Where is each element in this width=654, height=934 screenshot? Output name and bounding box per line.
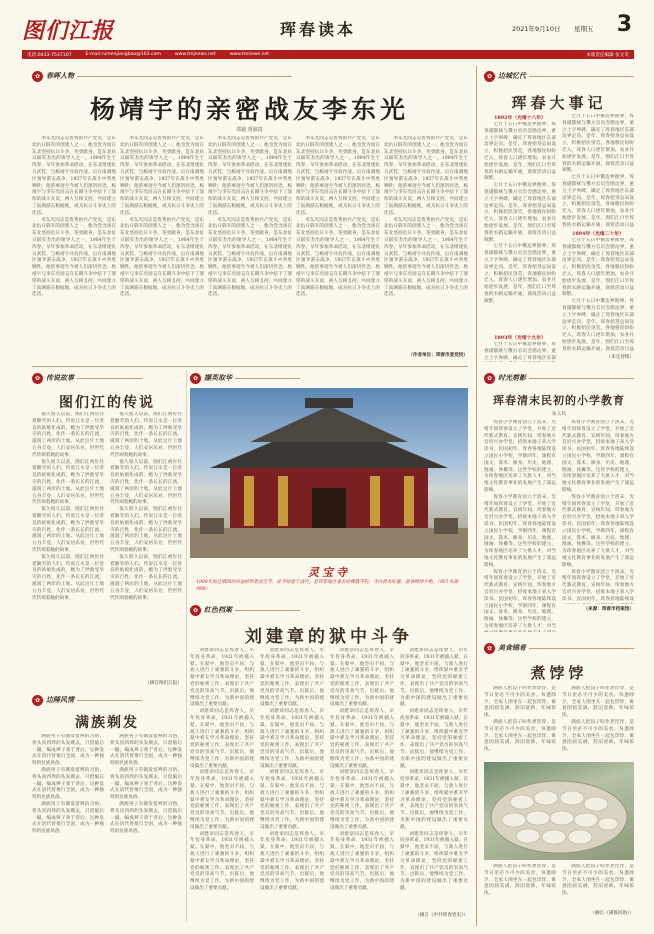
website-2[interactable]: www.tmnews.net: [229, 52, 270, 57]
flower-icon: ✿: [32, 71, 43, 82]
right-column-divider: [476, 66, 477, 926]
lead-col-4: 李东光同志是优秀的共产党员，是东北抗日联军的创建人之一，他为党为国在东北坚持抗日斗争，英勇献身，是东北抗日联军杰出的领导人之一。1904年生于珲春，早年参加革命活动，在东北组建抗日武装，与杨靖宇并肩作战，后在南满地区领导游击战争，1937年在战斗中英勇牺牲。他的事迹至今被人们深切怀念。杨靖宇与李东光同志在长期斗争中结下了深厚的战斗友谊，两人互相支持，共同建立了南满游击根据地，成为抗日斗争史上的佳话。 李东光同志是优秀的共产党员，是东北抗日联军的创建人之一，他为党为国在东北坚持抗日斗争，英勇献身，是东北抗日联军杰出的领导人之一。1904年生于珲春，早年参加革命活动，在东北组建抗日武装，与杨靖宇并肩作战，后在南满地区领导游击战争，1937年在战斗中英勇牺牲。他的事迹至今被人们深切怀念。杨靖宇与李东光同志在长期斗争中结下了深厚的战斗友谊，两人互相支持，共同建立了南满游击根据地，成为抗日斗争史上的佳话。: [296, 136, 380, 298]
legend-note: （摘自图们江报）: [145, 681, 182, 686]
school-title: 珲春清末民初的小学教育: [493, 394, 625, 407]
legend-col-2: 很久很久以前，图们江两岸住着勤劳的人们。传说江水是一位善良的姑娘化成的，她为了拯救受旱灾的百姓，化作一条长长的江流，滋润了两岸的土地。从此这片土地五谷丰登，人们安居乐业，世世代代传颂着她的故事。 很久很久以前，图们江两岸住着勤劳的人们。传说江水是一位善良的姑娘化成的，她为了拯救受旱灾的百姓，化作一条长长的江流，滋润了两岸的土地。从此这片土地五谷丰登，人们安居乐业，世世代代传颂着她的故事。 很久很久以前，图们江两岸住着勤劳的人们。传说江水是一位善良的姑娘化成的，她为了拯救受旱灾的百姓，化作一条长长的江流，滋润了两岸的土地。从此这片土地五谷丰登，人们安居乐业，世世代代传颂着她的故事。 很久很久以前，图们江两岸住着勤劳的人们。传说江水是一位善良的姑娘化成的，她为了拯救受旱灾的百姓，化作一条长长的江流，滋润了两岸的土地。从此这片土地五谷丰登，人们安居乐业，世世代代传颂着她的故事。: [110, 412, 182, 601]
prison-col-3: 刘建章同志是珲春人，早年投身革命，1931年被捕入狱。在狱中，他坚贞不屈，与敌人进行了顽强的斗争，组织狱中难友学习革命理论，坚持党的秘密工作，表现出了共产党员的崇高气节。出狱后，他继续为党工作，为新中国的建设做出了重要贡献。 刘建章同志是珲春人，早年投身革命，1931年被捕入狱。在狱中，他坚贞不屈，与敌人进行了顽强的斗争，组织狱中难友学习革命理论，坚持党的秘密工作，表现出了共产党员的崇高气节。出狱后，他继续为党工作，为新中国的建设做出了重要贡献。 刘建章同志是珲春人，早年投身革命，1931年被捕入狱。在狱中，他坚贞不屈，与敌人进行了顽强的斗争，组织狱中难友学习革命理论，坚持党的秘密工作，表现出了共产党员的崇高气节。出狱后，他继续为党工作，为新中国的建设做出了重要贡献。 刘建章同志是珲春人，早年投身革命，1931年被捕入狱。在狱中，他坚贞不屈，与敌人进行了顽强的斗争，组织狱中难友学习革命理论，坚持党的秘密工作，表现出了共产党员的崇高气节。出狱后，他继续为党工作，为新中国的建设做出了重要贡献。: [330, 648, 394, 891]
section-label: 边城忆代: [498, 72, 526, 80]
school-col-2: 珲春小学教育创立于清末，光绪年间珲春设立了学堂，开始了近代新式教育。宣统年间，珲春地方官府兴办学堂，招收本地子弟入学读书。民国初年，珲春各地陆续设立国民小学校，学制四年，课程有国文、算术、修身、历史、地理、图画、体操等。这些学校的建立，为珲春地区培养了大批人才，对当地文化教育事业的发展产生了深远影响。 珲春小学教育创立于清末，光绪年间珲春设立了学堂，开始了近代新式教育。宣统年间，珲春地方官府兴办学堂，招收本地子弟入学读书。民国初年，珲春各地陆续设立国民小学校，学制四年，课程有国文、算术、修身、历史、地理、图画、体操等。这些学校的建立，为珲春地区培养了大批人才，对当地文化教育事业的发展产生了深远影响。 珲春小学教育创立于清末，光绪年间珲春设立了学堂，开始了近代新式教育。宣统年间，珲春地方官府兴办学堂，招收本地子弟入学读书。民国初年，珲春各地陆续设: [562, 420, 634, 602]
masthead: [22, 14, 634, 50]
chronicle-col-1b: 七月十五日中俄边界勘界，珲春副都统与俄方官员会勘边界，重立土字界碑，确定了珲春地区东部: [484, 342, 556, 361]
section-label: 撷英取华: [204, 374, 232, 382]
chronicle-col-2b: 七月十五日中俄边界勘界，珲春副都统与俄方官员会勘边界，重立土字界碑，确定了珲春地区东部边界走向。是年，珲春招垦总局设立，积极招民垦荒，各地移民纷纷迁入，珲春人口逐年增加，农业开始逐步发展。是年，图们江口至珲春的水路运输开通，商贸活动日益频繁。 七月十五日中俄边界勘界，珲春副都统与俄方官员会勘边界，重立土字界碑，确定了珲春地区东部边界走向。是年，珲春招垦总局设立，积极招民垦荒，各地移民纷纷迁入，珲春人口逐年增加，农业开始逐步发展。是年，图们江口至珲春的水路运输开通，商贸活动日益: [562, 238, 634, 352]
section-food: [484, 642, 634, 654]
vertical-divider: [186, 370, 187, 922]
email: E-mail:rumenjiangbao@163.com: [85, 52, 161, 57]
section-people: [32, 70, 292, 82]
temple-photo-title: 灵宝寺: [308, 566, 350, 579]
divider: [77, 76, 292, 77]
section-history: [484, 70, 634, 82]
legend-title: 图们江的传说: [59, 395, 155, 411]
flower-icon: ✿: [32, 373, 43, 384]
legend-col-1: 很久很久以前，图们江两岸住着勤劳的人们。传说江水是一位善良的姑娘化成的，她为了拯救受旱灾的百姓，化作一条长长的江流，滋润了两岸的土地。从此这片土地五谷丰登，人们安居乐业，世世代代传颂着她的故事。 很久很久以前，图们江两岸住着勤劳的人们。传说江水是一位善良的姑娘化成的，她为了拯救受旱灾的百姓，化作一条长长的江流，滋润了两岸的土地。从此这片土地五谷丰登，人们安居乐业，世世代代传颂着她的故事。 很久很久以前，图们江两岸住着勤劳的人们。传说江水是一位善良的姑娘化成的，她为了拯救受旱灾的百姓，化作一条长长的江流，滋润了两岸的土地。从此这片土地五谷丰登，人们安居乐业，世世代代传颂着她的故事。 很久很久以前，图们江两岸住着勤劳的人们。传说江水是一位善良的姑娘化成的，她为了拯救受旱灾的百姓，化作一条长长的江流，滋润了两岸的土地。从此这片土地五谷丰登，人们安居乐业，世世代代传颂着她的故事。: [32, 412, 104, 601]
prison-title: 刘建章的狱中斗争: [245, 627, 413, 647]
prison-col-4: 刘建章同志是珲春人，早年投身革命，1931年被捕入狱。在狱中，他坚贞不屈，与敌人进行了顽强的斗争，组织狱中难友学习革命理论，坚持党的秘密工作，表现出了共产党员的崇高气节。出狱后，他继续为党工作，为新中国的建设做出了重要贡献。 刘建章同志是珲春人，早年投身革命，1931年被捕入狱。在狱中，他坚贞不屈，与敌人进行了顽强的斗争，组织狱中难友学习革命理论，坚持党的秘密工作，表现出了共产党员的崇高气节。出狱后，他继续为党工作，为新中国的建设做出了重要贡献。 刘建章同志是珲春人，早年投身革命，1931年被捕入狱。在狱中，他坚贞不屈，与敌人进行了顽强的斗争，组织狱中难友学习革命理论，坚持党的秘密工作，表现出了共产党员的崇高气节。出狱后，他继续为党工作，为新中国的建设做出了重要贡献。 刘建章同志是珲春人，早年投身革命，1931年被捕入狱。在狱中，他坚贞不屈，与敌人进行了顽强的斗争，组织狱中难友学习革命理论，坚持党的秘密工作，表现出了共产党员的崇高气节。出狱后，他继续为党工作，为新中国的建设做出了重要贡献。: [400, 648, 468, 891]
flower-icon: ✿: [484, 643, 495, 654]
prison-col-2: 刘建章同志是珲春人，早年投身革命，1931年被捕入狱。在狱中，他坚贞不屈，与敌人进行了顽强的斗争，组织狱中难友学习革命理论，坚持党的秘密工作，表现出了共产党员的崇高气节。出狱后，他继续为党工作，为新中国的建设做出了重要贡献。 刘建章同志是珲春人，早年投身革命，1931年被捕入狱。在狱中，他坚贞不屈，与敌人进行了顽强的斗争，组织狱中难友学习革命理论，坚持党的秘密工作，表现出了共产党员的崇高气节。出狱后，他继续为党工作，为新中国的建设做出了重要贡献。 刘建章同志是珲春人，早年投身革命，1931年被捕入狱。在狱中，他坚贞不屈，与敌人进行了顽强的斗争，组织狱中难友学习革命理论，坚持党的秘密工作，表现出了共产党员的崇高气节。出狱后，他继续为党工作，为新中国的建设做出了重要贡献。 刘建章同志是珲春人，早年投身革命，1931年被捕入狱。在狱中，他坚贞不屈，与敌人进行了顽强的斗争，组织狱中难友学习革命理论，坚持党的秘密工作，表现出了共产党员的崇高气节。出狱后，他继续为党工作，为新中国的建设做出了重要贡献。: [260, 648, 324, 891]
lead-col-1: 李东光同志是优秀的共产党员，是东北抗日联军的创建人之一，他为党为国在东北坚持抗日斗争，英勇献身，是东北抗日联军杰出的领导人之一。1904年生于珲春，早年参加革命活动，在东北组建抗日武装，与杨靖宇并肩作战，后在南满地区领导游击战争，1937年在战斗中英勇牺牲。他的事迹至今被人们深切怀念。杨靖宇与李东光同志在长期斗争中结下了深厚的战斗友谊，两人互相支持，共同建立了南满游击根据地，成为抗日斗争史上的佳话。 李东光同志是优秀的共产党员，是东北抗日联军的创建人之一，他为党为国在东北坚持抗日斗争，英勇献身，是东北抗日联军杰出的领导人之一。1904年生于珲春，早年参加革命活动，在东北组建抗日武装，与杨靖宇并肩作战，后在南满地区领导游击战争，1937年在战斗中英勇牺牲。他的事迹至今被人们深切怀念。杨靖宇与李东光同志在长期斗争中结下了深厚的战斗友谊，两人互相支持，共同建立了南满游击根据地，成为抗日斗争史上的佳话。: [32, 136, 116, 298]
chronicle-year-1: 1892年（光绪十八年）: [494, 115, 546, 121]
editor: 本版责任编辑 张文奇: [586, 52, 629, 58]
section-label: 时光剪影: [498, 374, 526, 382]
flower-icon: ✿: [484, 373, 495, 384]
divider: [529, 76, 634, 77]
flower-icon: ✿: [32, 695, 43, 706]
chronicle-col-2: 七月十五日中俄边界勘界，珲春副都统与俄方官员会勘边界，重立土字界碑，确定了珲春地区东部边界走向。是年，珲春招垦总局设立，积极招民垦荒，各地移民纷纷迁入，珲春人口逐年增加，农业开始逐步发展。是年，图们江口至珲春的水路运输开通，商贸活动日益频繁。 七月十五日中俄边界勘界，珲春副都统与俄方官员会勘边界，重立土字界碑，确定了珲春地区东部边界走向。是年，珲春招垦总局设立，积极招民垦荒，各地移民纷纷迁入，珲春人口逐年增加，农业开始逐步发展。是年，图们江口至珲春的水路运输开通，商贸活动日益: [562, 114, 634, 228]
flower-icon: ✿: [484, 71, 495, 82]
divider: [235, 610, 300, 611]
dumplings-title: 煮饽饽: [530, 664, 588, 682]
lead-signature: （作者单位：珲春市委党校）: [408, 353, 468, 358]
section-label: 红色档案: [204, 606, 232, 614]
divider: [529, 378, 634, 379]
flower-icon: ✿: [190, 605, 201, 616]
section-culture: [32, 694, 142, 706]
dumplings-col-1: 满族人把饺子叫作煮饽饽，是节日里必不可少的美食。每逢除夕，全家人围坐在一起包饽饽，寓意团圆美满，辞旧迎新，年味浓浓。 满族人把饺子叫作煮饽饽，是节日里必不可少的美食。每逢除夕，全家人围坐在一起包饽饽，寓意团圆美满，辞旧迎新，年味浓浓。: [484, 686, 556, 753]
phone: 电话:0433-7537167: [27, 52, 72, 58]
prison-col-1: 刘建章同志是珲春人，早年投身革命，1931年被捕入狱。在狱中，他坚贞不屈，与敌人进行了顽强的斗争，组织狱中难友学习革命理论，坚持党的秘密工作，表现出了共产党员的崇高气节。出狱后，他继续为党工作，为新中国的建设做出了重要贡献。 刘建章同志是珲春人，早年投身革命，1931年被捕入狱。在狱中，他坚贞不屈，与敌人进行了顽强的斗争，组织狱中难友学习革命理论，坚持党的秘密工作，表现出了共产党员的崇高气节。出狱后，他继续为党工作，为新中国的建设做出了重要贡献。 刘建章同志是珲春人，早年投身革命，1931年被捕入狱。在狱中，他坚贞不屈，与敌人进行了顽强的斗争，组织狱中难友学习革命理论，坚持党的秘密工作，表现出了共产党员的崇高气节。出狱后，他继续为党工作，为新中国的建设做出了重要贡献。 刘建章同志是珲春人，早年投身革命，1931年被捕入狱。在狱中，他坚贞不屈，与敌人进行了顽强的斗争，组织狱中难友学习革命理论，坚持党的秘密工作，表现出了共产党员的崇高气节。出狱后，他继续为党工作，为新中国的建设做出了重要贡献。: [190, 648, 254, 891]
dumplings-image: [484, 762, 634, 860]
chronicle-year-2: 1894年（光绪二十年）: [572, 231, 624, 237]
temple-image: [190, 388, 468, 558]
section-times: [484, 372, 634, 384]
customs-col-1: 满族男子有剃发留辫的习俗，将头顶四周的头发剃去，只留脑后一撮，编成辫子垂于背后。这种发式在清代曾推行全国，成为一种独特的民族风俗。 满族男子有剃发留辫的习俗，将头顶四周的头发剃去，只留脑后一撮，编成辫子垂于背后。这种发式在清代曾推行全国，成为一种独特的民族风俗。 满族男子有剃发留辫的习俗，将头顶四周的头发剃去，只留脑后一撮，编成辫子垂于背后。这种发式在清代曾推行全国，成为一种独特的民族风俗。: [32, 734, 104, 835]
customs-col-2: 满族男子有剃发留辫的习俗，将头顶四周的头发剃去，只留脑后一撮，编成辫子垂于背后。这种发式在清代曾推行全国，成为一种独特的民族风俗。 满族男子有剃发留辫的习俗，将头顶四周的头发剃去，只留脑后一撮，编成辫子垂于背后。这种发式在清代曾推行全国，成为一种独特的民族风俗。 满族男子有剃发留辫的习俗，将头顶四周的头发剃去，只留脑后一撮，编成辫子垂于背后。这种发式在清代曾推行全国，成为一种独特的民族风俗。: [110, 734, 182, 835]
weekday: 星期五: [574, 25, 594, 33]
section-label: 美食锦肴: [498, 644, 526, 652]
dumplings-col-3: 满族人把饺子叫作煮饽饽，是节日里必不可少的美食。每逢除夕，全家人围坐在一起包饽饽，寓意团圆美满，辞旧迎新，年味浓浓。: [484, 864, 556, 897]
section-red: [190, 604, 300, 616]
chronicle-col-1: 七月十五日中俄边界勘界，珲春副都统与俄方官员会勘边界，重立土字界碑，确定了珲春地区东部边界走向。是年，珲春招垦总局设立，积极招民垦荒，各地移民纷纷迁入，珲春人口逐年增加，农业开始逐步发展。是年，图们江口至珲春的水路运输开通，商贸活动日益频繁。 七月十五日中俄边界勘界，珲春副都统与俄方官员会勘边界，重立土字界碑，确定了珲春地区东部边界走向。是年，珲春招垦总局设立，积极招民垦荒，各地移民纷纷迁入，珲春人口逐年增加，农业开始逐步发展。是年，图们江口至珲春的水路运输开通，商贸活动日益频繁。 七月十五日中俄边界勘界，珲春副都统与俄方官员会勘边界，重立土字界碑，确定了珲春地区东部边界走向。是年，珲春招垦总局设立，积极招民垦荒，各地移民纷纷迁入，珲春人口逐年增加，农业开始逐步发展。是年，图们江口至珲春的水路运输开通，商贸活动日益频繁。: [484, 122, 556, 304]
mid-divider: [32, 366, 468, 367]
temple-photo: [190, 388, 468, 558]
dumplings-col-4: 满族人把饺子叫作煮饽饽，是节日里必不可少的美食。每逢除夕，全家人围坐在一起包饽饽，寓意团圆美满，辞旧迎新，年味浓浓。: [562, 864, 634, 897]
temple-caption: 1909年前往俄国访问途经珲春灵宝寺，此寺始建于清代，是珲春地区著名的佛教寺院，寺内香火旺盛，游客络绎不绝。（图片来源网络）: [196, 580, 459, 592]
dumplings-sign: （摘自《满族风俗》）: [590, 911, 634, 916]
lead-col-5: 李东光同志是优秀的共产党员，是东北抗日联军的创建人之一，他为党为国在东北坚持抗日斗争，英勇献身，是东北抗日联军杰出的领导人之一。1904年生于珲春，早年参加革命活动，在东北组建抗日武装，与杨靖宇并肩作战，后在南满地区领导游击战争，1937年在战斗中英勇牺牲。他的事迹至今被人们深切怀念。杨靖宇与李东光同志在长期斗争中结下了深厚的战斗友谊，两人互相支持，共同建立了南满游击根据地，成为抗日斗争史上的佳话。 李东光同志是优秀的共产党员，是东北抗日联军的创建人之一，他为党为国在东北坚持抗日斗争，英勇献身，是东北抗日联军杰出的领导人之一。1904年生于珲春，早年参加革命活动，在东北组建抗日武装，与杨靖宇并肩作战，后在南满地区领导游击战争，1937年在战斗中英勇牺牲。他的事迹至今被人们深切怀念。杨靖宇与李东光同志在长期斗争中结下了深厚的战斗友谊，两人互相支持，共同建立了南满游击根据地，成为抗日斗争史上的佳话。: [384, 136, 468, 298]
divider: [77, 700, 142, 701]
school-source: （来源：珲春市档案馆）: [583, 607, 634, 612]
divider: [77, 378, 142, 379]
section-label: 春晖人物: [46, 72, 74, 80]
newspaper-logo: 图们江报: [22, 18, 115, 44]
chronicle-title: 珲春大事记: [511, 94, 607, 112]
section-label: 边陲风情: [46, 696, 74, 704]
section-label: 传说故事: [46, 374, 74, 382]
lead-col-2: 李东光同志是优秀的共产党员，是东北抗日联军的创建人之一，他为党为国在东北坚持抗日斗争，英勇献身，是东北抗日联军杰出的领导人之一。1904年生于珲春，早年参加革命活动，在东北组建抗日武装，与杨靖宇并肩作战，后在南满地区领导游击战争，1937年在战斗中英勇牺牲。他的事迹至今被人们深切怀念。杨靖宇与李东光同志在长期斗争中结下了深厚的战斗友谊，两人互相支持，共同建立了南满游击根据地，成为抗日斗争史上的佳话。 李东光同志是优秀的共产党员，是东北抗日联军的创建人之一，他为党为国在东北坚持抗日斗争，英勇献身，是东北抗日联军杰出的领导人之一。1904年生于珲春，早年参加革命活动，在东北组建抗日武装，与杨靖宇并肩作战，后在南满地区领导游击战争，1937年在战斗中英勇牺牲。他的事迹至今被人们深切怀念。杨靖宇与李东光同志在长期斗争中结下了深厚的战斗友谊，两人互相支持，共同建立了南满游击根据地，成为抗日斗争史上的佳话。: [120, 136, 204, 298]
customs-title: 满族剃发: [75, 715, 139, 731]
website[interactable]: www.tmjnews.net: [174, 52, 216, 57]
lead-col-3: 李东光同志是优秀的共产党员，是东北抗日联军的创建人之一，他为党为国在东北坚持抗日斗争，英勇献身，是东北抗日联军杰出的领导人之一。1904年生于珲春，早年参加革命活动，在东北组建抗日武装，与杨靖宇并肩作战，后在南满地区领导游击战争，1937年在战斗中英勇牺牲。他的事迹至今被人们深切怀念。杨靖宇与李东光同志在长期斗争中结下了深厚的战斗友谊，两人互相支持，共同建立了南满游击根据地，成为抗日斗争史上的佳话。 李东光同志是优秀的共产党员，是东北抗日联军的创建人之一，他为党为国在东北坚持抗日斗争，英勇献身，是东北抗日联军杰出的领导人之一。1904年生于珲春，早年参加革命活动，在东北组建抗日武装，与杨靖宇并肩作战，后在南满地区领导游击战争，1937年在战斗中英勇牺牲。他的事迹至今被人们深切怀念。杨靖宇与李东光同志在长期斗争中结下了深厚的战斗友谊，两人互相支持，共同建立了南满游击根据地，成为抗日斗争史上的佳话。: [208, 136, 292, 298]
dumplings-photo: [484, 762, 634, 860]
page-number: 3: [616, 12, 632, 37]
divider: [235, 378, 300, 379]
masthead-bar: [22, 50, 634, 59]
school-col-1: 珲春小学教育创立于清末，光绪年间珲春设立了学堂，开始了近代新式教育。宣统年间，珲春地方官府兴办学堂，招收本地子弟入学读书。民国初年，珲春各地陆续设立国民小学校，学制四年，课程有国文、算术、修身、历史、地理、图画、体操等。这些学校的建立，为珲春地区培养了大批人才，对当地文化教育事业的发展产生了深远影响。 珲春小学教育创立于清末，光绪年间珲春设立了学堂，开始了近代新式教育。宣统年间，珲春地方官府兴办学堂，招收本地子弟入学读书。民国初年，珲春各地陆续设立国民小学校，学制四年，课程有国文、算术、修身、历史、地理、图画、体操等。这些学校的建立，为珲春地区培养了大批人才，对当地文化教育事业的发展产生了深远影响。 珲春小学教育创立于清末，光绪年间珲春设立了学堂，开始了近代新式教育。宣统年间，珲春地方官府兴办学堂，招收本地子弟入学读书。民国初年，珲春各地陆续设立国民小学校，学制四年，课程有国文、算术、修身、历史、地理、图画、体操等。这些学校的建立，为珲春地区培养了大批人才，对当: [484, 420, 556, 629]
dumplings-col-2: 满族人把饺子叫作煮饽饽，是节日里必不可少的美食。每逢除夕，全家人围坐在一起包饽饽，寓意团圆美满，辞旧迎新，年味浓浓。 满族人把饺子叫作煮饽饽，是节日里必不可少的美食。每逢除夕，全家人围坐在一起包饽饽，寓意团圆美满，辞旧迎新，年味浓浓。: [562, 686, 634, 753]
lead-byline: 郑毅 贾淑霞: [236, 127, 263, 133]
section-scenery: [190, 372, 300, 384]
flower-icon: ✿: [190, 373, 201, 384]
lead-headline: 杨靖宇的亲密战友李东光: [89, 95, 409, 124]
school-byline: 朱玉玖: [551, 412, 567, 417]
prison-sign: （摘自《中共珲春党史》）: [415, 913, 468, 918]
section-title: 珲春读本: [280, 20, 357, 39]
chronicle-note: （未完待续）: [606, 355, 634, 360]
chronicle-year-3: 1893年（光绪十九年）: [494, 335, 546, 341]
date: 2021年9月10日: [512, 25, 561, 33]
divider: [529, 648, 634, 649]
section-legend: [32, 372, 142, 384]
